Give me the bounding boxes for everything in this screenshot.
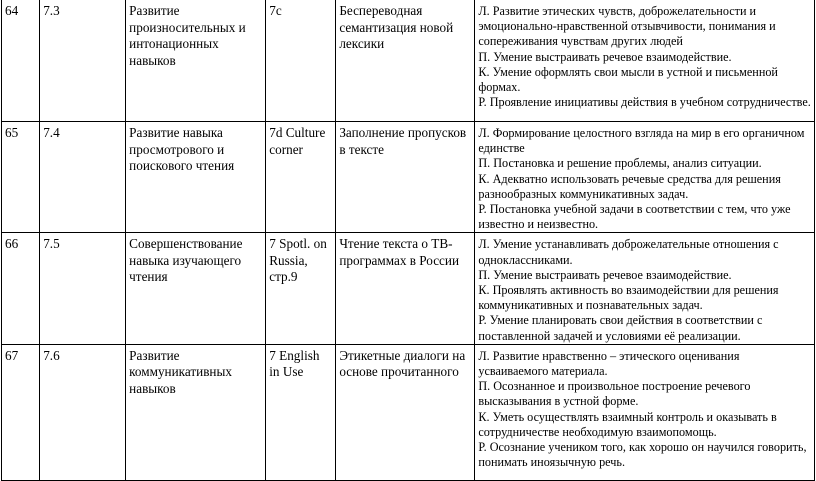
result-communicative: К. Проявлять активность во взаимодействии для решения коммуникативных и познавательных задач. [478, 283, 779, 313]
lesson-material-cell: 7 Spotl. on Russia, стр.9 [266, 233, 336, 344]
result-cognitive: П. Осознанное и произвольное построение речевого высказывания в устной форме. [478, 379, 751, 409]
lesson-topic-cell: Развитие коммуникативных навыков [126, 344, 266, 480]
table-row [2, 344, 815, 480]
lesson-material-cell: 7c [266, 0, 336, 122]
lesson-number-cell: 67 [2, 344, 40, 480]
lesson-code-cell: 7.5 [40, 233, 126, 344]
lesson-topic-cell: Развитие произносительных и интонационных навыков [126, 0, 266, 122]
lesson-content-cell: Чтение текста о ТВ-программах в России [336, 233, 475, 344]
result-regulatory: Р. Умение планировать свои действия в соответствии с поставленной задачей и условиями её реализации. [478, 313, 763, 343]
result-cognitive: П. Умение выстраивать речевое взаимодействие. [478, 267, 732, 282]
lesson-results-cell [475, 344, 815, 480]
lesson-plan-table [1, 0, 815, 481]
lesson-results-cell [475, 233, 815, 344]
lesson-content-cell: Беспереводная семантизация новой лексики [336, 0, 475, 122]
table-row [2, 233, 815, 344]
result-communicative: К. Адекватно использовать речевые средства для решения разнообразных коммуникативных задач. [478, 171, 781, 201]
result-personal: Л. Развитие этических чувств, доброжелательности и эмоционально-нравственной отзывчивости, понимания и сопереживания чувствам других людей [478, 4, 776, 49]
lesson-code-cell: 7.3 [40, 0, 126, 122]
lesson-number-cell: 66 [2, 233, 40, 344]
result-cognitive: П. Умение выстраивать речевое взаимодействие. [478, 49, 732, 64]
result-personal: Л. Развитие нравственно – этического оценивания усваиваемого материала. [478, 348, 740, 379]
lesson-topic-cell: Развитие навыка просмотрового и поискового чтения [126, 122, 266, 233]
lesson-code-cell: 7.6 [40, 344, 126, 480]
lesson-content-cell: Этикетные диалоги на основе прочитанного [336, 344, 475, 480]
lesson-number-cell: 65 [2, 122, 40, 233]
result-regulatory: Р. Осознание учеником того, как хорошо он научился говорить, понимать иноязычную речь. [478, 440, 807, 470]
lesson-topic-cell: Совершенствование навыка изучающего чтения [126, 233, 266, 344]
result-personal: Л. Формирование целостного взгляда на мир в его органичном единстве [478, 126, 805, 156]
lesson-material-cell: 7 English in Use [266, 344, 336, 480]
lesson-material-cell: 7d Culture corner [266, 122, 336, 233]
table-row [2, 122, 815, 233]
result-personal: Л. Умение устанавливать доброжелательные отношения с одноклассниками. [478, 237, 779, 267]
lesson-content-cell: Заполнение пропусков в тексте [336, 122, 475, 233]
result-cognitive: П. Постановка и решение проблемы, анализ ситуации. [478, 156, 762, 171]
result-regulatory: Р. Проявление инициативы действия в учебном сотрудничестве. [478, 95, 811, 110]
result-communicative: К. Уметь осуществлять взаимный контроль и оказывать в сотрудничестве необходимую взаимопомощь. [478, 409, 777, 439]
lesson-number-cell: 64 [2, 0, 40, 122]
result-regulatory: Р. Постановка учебной задачи в соответствии с тем, что уже известно и неизвестно. [478, 202, 791, 232]
lesson-code-cell: 7.4 [40, 122, 126, 233]
table-row [2, 0, 815, 122]
lesson-results-cell [475, 0, 815, 122]
lesson-results-cell [475, 122, 815, 233]
result-communicative: К. Умение оформлять свои мысли в устной и письменной формах. [478, 64, 778, 95]
